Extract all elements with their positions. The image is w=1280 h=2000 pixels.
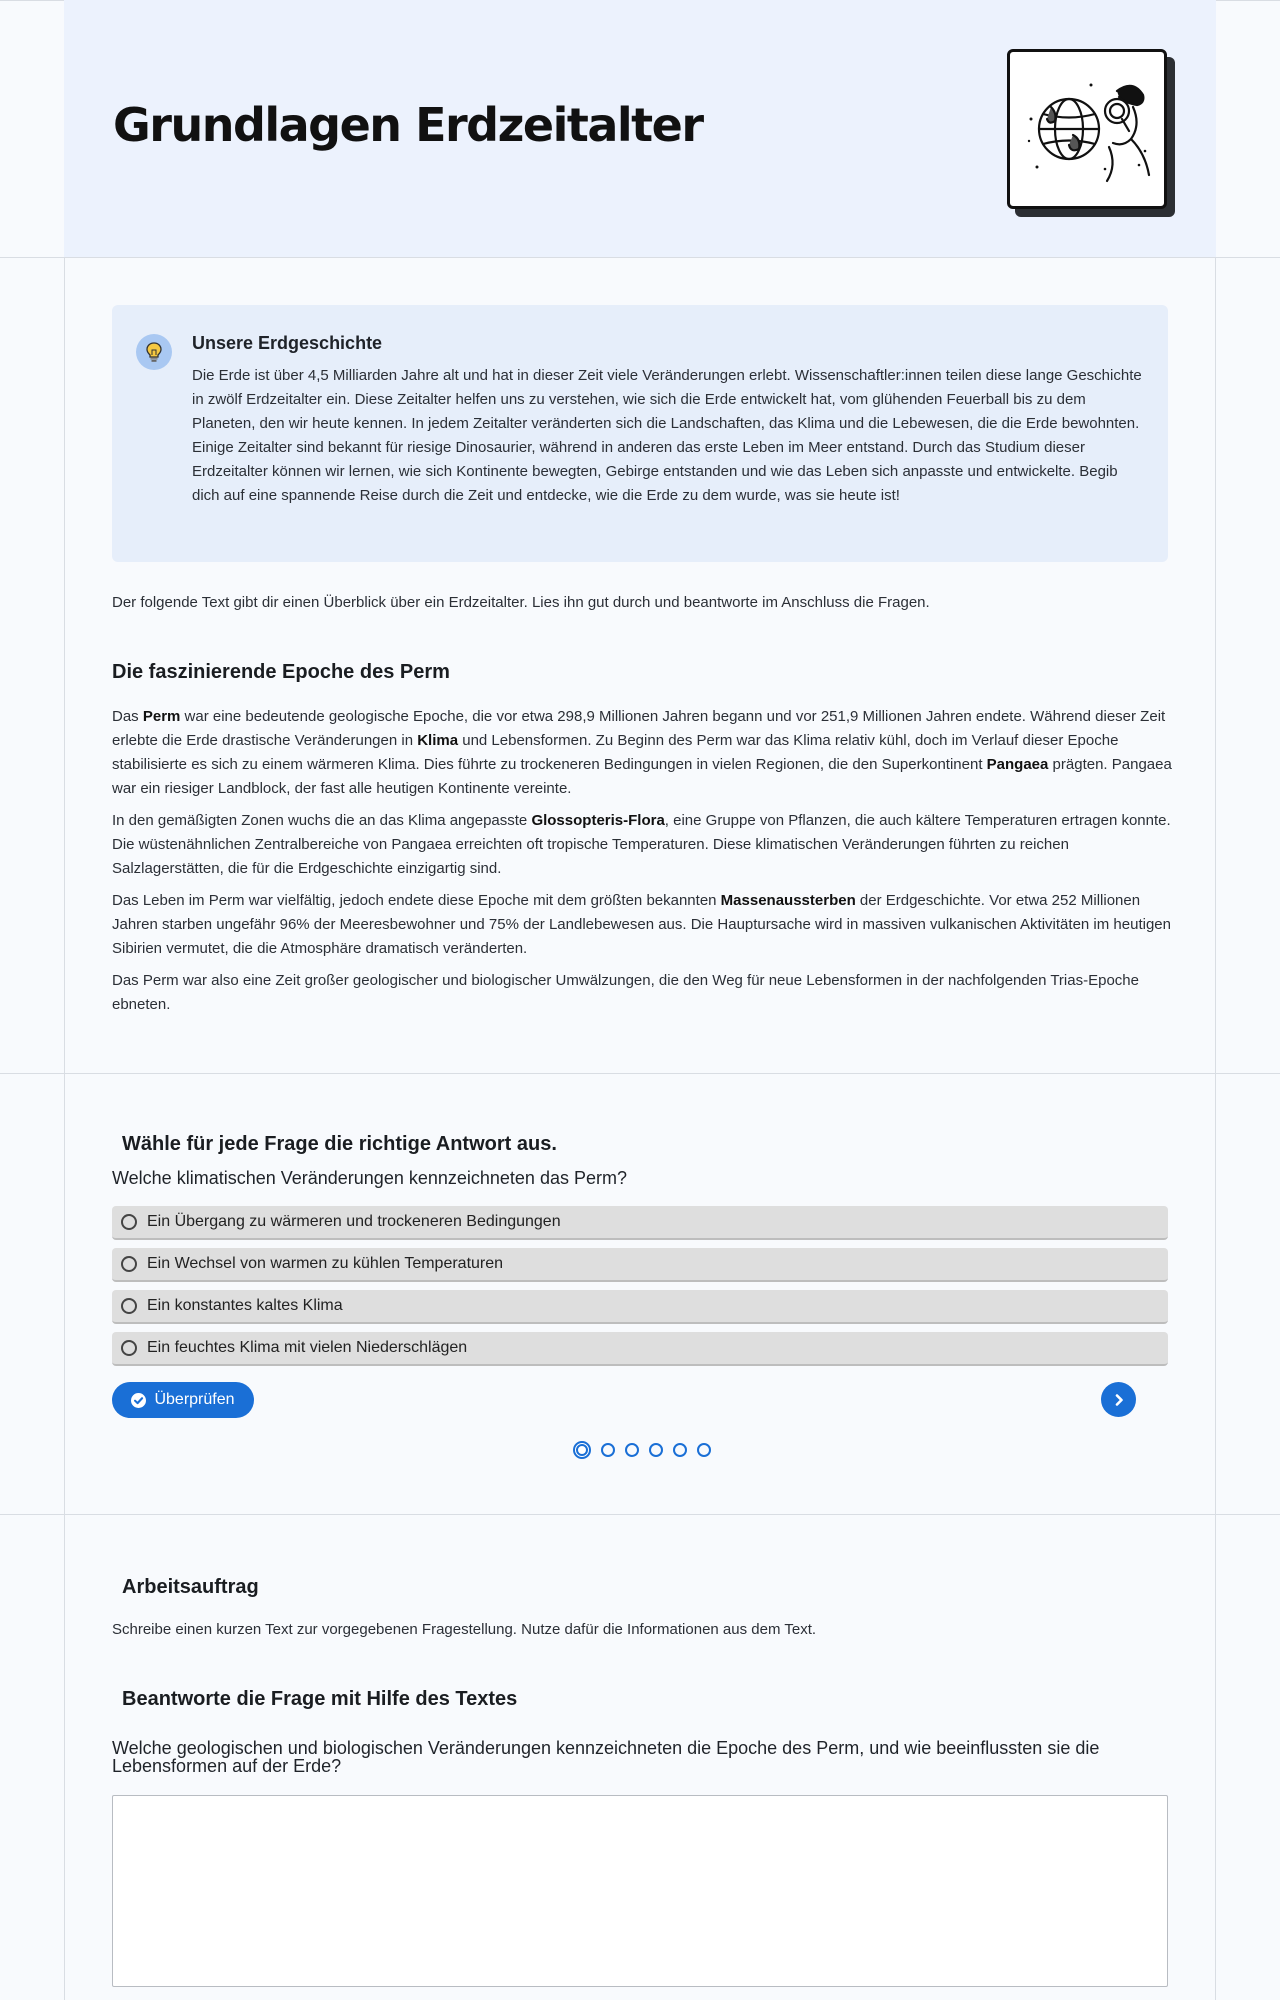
pagination-dot[interactable] [601,1443,615,1457]
quiz-question: Welche klimatischen Veränderungen kennzeichneten das Perm? [112,1168,627,1188]
radio-icon[interactable] [121,1256,137,1272]
quiz-option[interactable]: Ein feuchtes Klima mit vielen Niederschlägen [112,1332,1168,1366]
globe-magnifier-illustration [1021,69,1153,189]
pagination-dot[interactable] [625,1443,639,1457]
answer-question: Welche geologischen und biologischen Veränderungen kennzeichneten die Epoche des Perm, und wie beeinflussten sie die Lebensformen auf der Erde? [112,1738,1100,1776]
frame-line-left [64,0,65,2000]
article-heading: Die faszinierende Epoche des Perm [112,661,450,683]
answer-heading: Beantworte die Frage mit Hilfe des Textes [122,1688,518,1710]
radio-icon[interactable] [121,1214,137,1230]
chevron-right-icon [1112,1393,1126,1407]
frame-divider-header [0,257,1280,258]
answer-textarea[interactable] [112,1795,1168,1987]
frame-line-right [1215,0,1216,2000]
frame-divider-quiz [0,1073,1280,1074]
article-paragraph: Das Perm war eine bedeutende geologische Epoche, die vor etwa 298,9 Millionen Jahren begann und vor 251,9 Millionen Jahren endete. Während dieser Zeit erlebte die Erde drastische Veränderungen in Klima und Lebensformen. Zu Beginn des Perm war das Klima relativ kühl, doch im Verlauf dieser Epoche stabilisierte es sich zu einem wärmeren Klima. Dies führte zu trockeneren Bedingungen in vielen Regionen, die den Superkontinent Pangaea prägten. Pangaea war ein riesiger Landblock, der fast alle heutigen Kontinente vereinte. [112,708,1172,797]
quiz-option[interactable]: Ein Wechsel von warmen zu kühlen Temperaturen [112,1248,1168,1282]
info-box-text: Die Erde ist über 4,5 Milliarden Jahre alt und hat in dieser Zeit viele Veränderungen erlebt. Wissenschaftler:innen teilen diese lange Geschichte in zwölf Erdzeitalter ein. Diese Zeitalter helfen uns zu verstehen, wie sich die Erde entwickelt hat, vom glühenden Feuerball bis zu dem Planeten, den wir heute kennen. In jedem Zeitalter veränderten sich die Landschaften, das Klima und die Lebewesen, die die Erde bewohnten. Einige Zeitalter sind bekannt für riesige Dinosaurier, während in anderen das erste Leben im Meer entstand. Durch das Studium dieser Erdzeitalter können wir lernen, wie sich Kontinente bewegten, Gebirge entstanden und wie das Leben sich anpasste und entwickelte. Begib dich auf eine spannende Reise durch die Zeit und entdecke, wie die Erde zu dem wurde, was sie heute ist! [192,367,1142,504]
hero-illustration [1007,49,1167,209]
article-body [112,705,1172,1025]
check-circle-icon [131,1393,146,1408]
pagination-dot[interactable] [673,1443,687,1457]
next-question-button[interactable] [1101,1382,1136,1417]
info-box [112,305,1168,562]
quiz-options [112,1206,1168,1374]
quiz-option[interactable]: Ein Übergang zu wärmeren und trockeneren Bedingungen [112,1206,1168,1240]
pagination-dot-active[interactable] [573,1441,591,1459]
info-box-title: Unsere Erdgeschichte [192,333,383,353]
pagination-dot[interactable] [697,1443,711,1457]
article-paragraph: Das Perm war also eine Zeit großer geologischer und biologischer Umwälzungen, die den Weg für neue Lebensformen in der nachfolgenden Trias-Epoche ebneten. [112,972,1139,1013]
task-heading: Arbeitsauftrag [122,1576,259,1598]
check-answer-button[interactable]: Überprüfen [112,1382,254,1418]
radio-icon[interactable] [121,1298,137,1314]
quiz-heading: Wähle für jede Frage die richtige Antwort aus. [122,1133,557,1155]
frame-divider-task [0,1514,1280,1515]
article-paragraph: Das Leben im Perm war vielfältig, jedoch endete diese Epoche mit dem größten bekannten Massenaussterben der Erdgeschichte. Vor etwa 252 Millionen Jahren starben ungefähr 96% der Meeresbewohner und 75% der Landlebewesen aus. Die Hauptursache wird in massiven vulkanischen Aktivitäten im heutigen Sibirien vermutet, die die Atmosphäre dramatisch veränderten. [112,892,1171,957]
article-paragraph: In den gemäßigten Zonen wuchs die an das Klima angepasste Glossopteris-Flora, eine Gruppe von Pflanzen, die auch kältere Temperaturen ertragen konnte. Die wüstenähnlichen Zentralbereiche von Pangaea erreichten oft tropische Temperaturen. Diese klimatischen Veränderungen führten zu reichen Salzlagerstätten, die für die Erdgeschichte einzigartig sind. [112,812,1171,877]
radio-icon[interactable] [121,1340,137,1356]
lightbulb-icon [136,334,172,370]
quiz-option[interactable]: Ein konstantes kaltes Klima [112,1290,1168,1324]
quiz-pagination [573,1441,711,1459]
page-title: Grundlagen Erdzeitalter [113,98,703,152]
pagination-dot[interactable] [649,1443,663,1457]
task-text: Schreibe einen kurzen Text zur vorgegebenen Fragestellung. Nutze dafür die Informationen aus dem Text. [112,1621,817,1638]
intro-text: Der folgende Text gibt dir einen Überblick über ein Erdzeitalter. Lies ihn gut durch und beantworte im Anschluss die Fragen. [112,594,930,611]
